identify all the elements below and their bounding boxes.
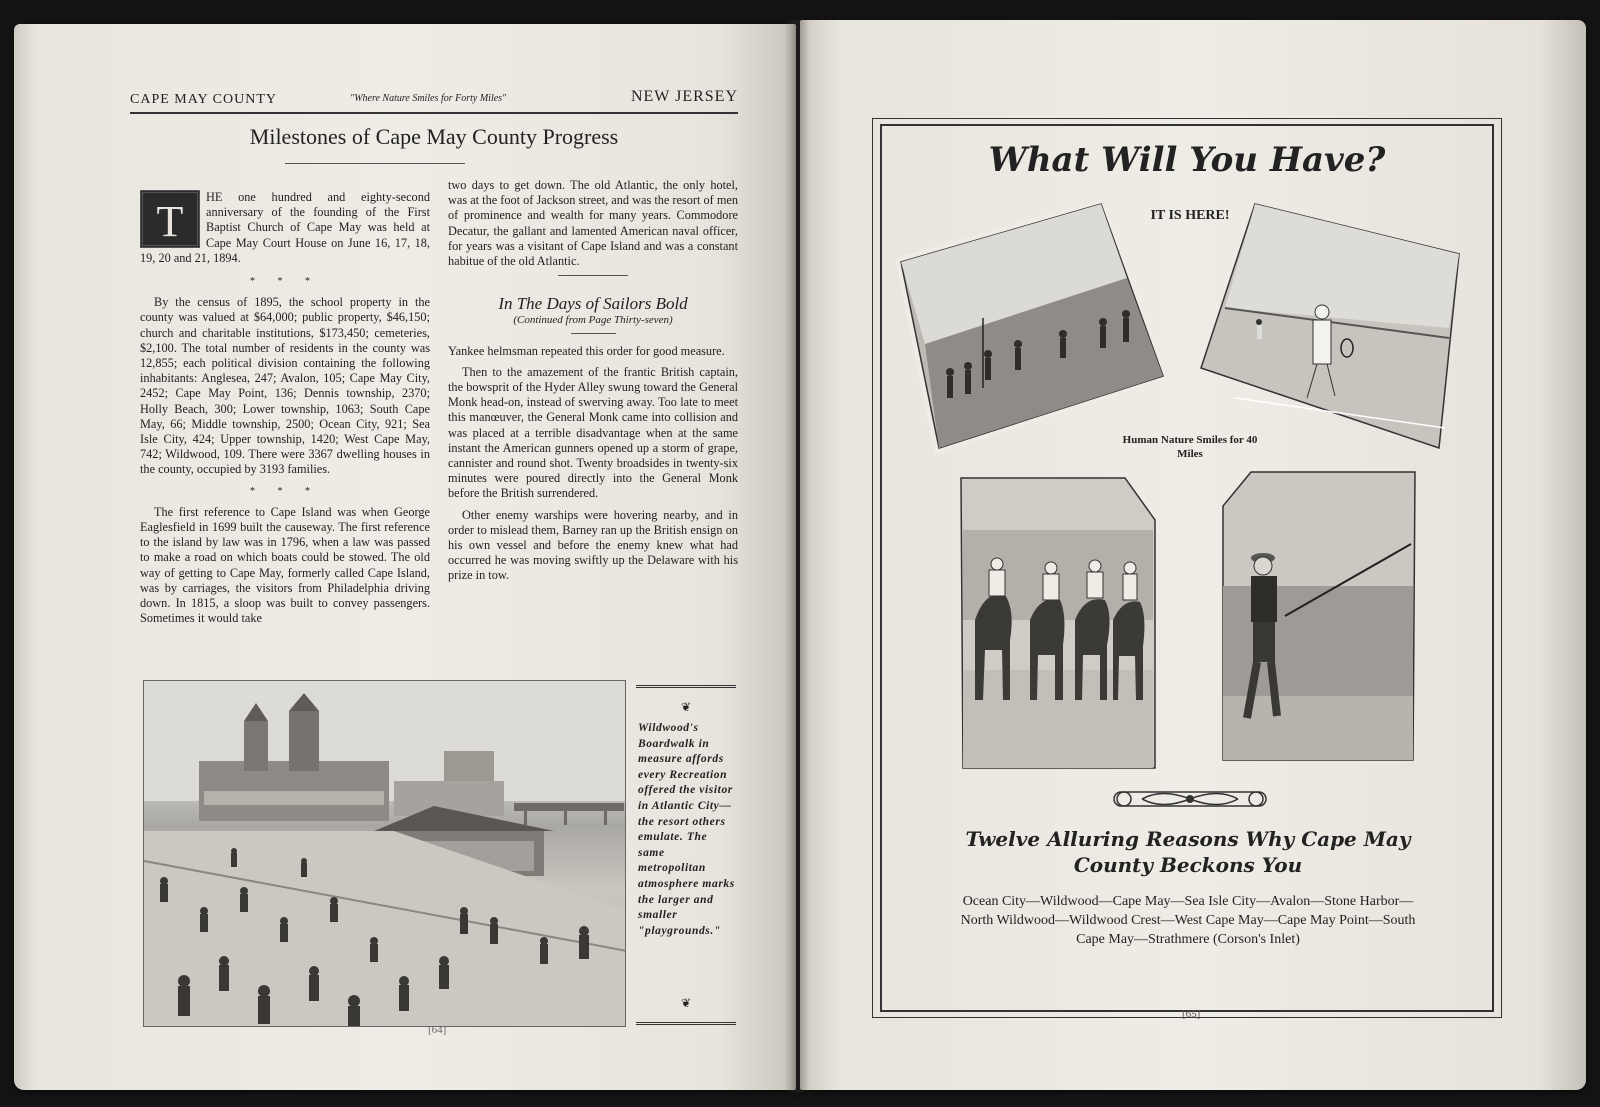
tennis-photo bbox=[1195, 198, 1465, 454]
fishing-illustration bbox=[1215, 466, 1420, 766]
photo-caption-box bbox=[636, 685, 736, 1025]
header-motto: "Where Nature Smiles for Forty Miles" bbox=[350, 93, 507, 104]
paragraph: By the census of 1895, the school property in the county was valued at $64,000; public property, $46,150; church and charitable institutions, $173,450; cemeteries, $2,100. The total number of residents in the county was 12,855; each political division containing the following inhabitants: Anglesea, 247; Avalon, 105; Cape May City, 2452; Cape May Point, 136; Dennis township, 2370; Holly Beach, 300; Lower township, 1063; South Cape May, 66; Middle township, 2500; Ocean City, 921; Sea Isle City, 424; Upper township, 1420; West Cape May, 742; Wildwood, 109. There were 3367 dwelling houses in the county, occupied by 3193 families. bbox=[140, 295, 430, 477]
dropcap-letter: T bbox=[140, 190, 200, 248]
page-number-left: [64] bbox=[428, 1024, 447, 1036]
photo-caption: Wildwood's Boardwalk in measure affords every Recreation offered the visitor in Atlantic City—the resort others emulate. The same metropolitan atmosphere marks the larger and smaller "playgrounds." bbox=[638, 722, 735, 937]
running-header bbox=[130, 70, 738, 114]
tennis-illustration bbox=[1195, 198, 1465, 454]
center-caption: Human Nature Smiles for 40 Miles bbox=[1122, 434, 1258, 460]
page-title: What Will You Have? bbox=[988, 140, 1386, 180]
caption-rule-top bbox=[636, 685, 736, 688]
horseback-illustration bbox=[955, 470, 1160, 773]
divider bbox=[571, 333, 616, 334]
header-county: CAPE MAY COUNTY bbox=[130, 92, 277, 107]
paragraph: Other enemy warships were hovering nearby, and in order to mislead them, Barney ran up the British ensign on his own vessel and before the enemy knew what had occurred he was moving swiftly up the Delaware with his prize in tow. bbox=[448, 507, 738, 583]
divider bbox=[558, 275, 628, 276]
paragraph: Yankee helmsman repeated this order for good measure. bbox=[448, 343, 725, 358]
paragraph: two days to get down. The old Atlantic, the only hotel, was at the foot of Jackson street, and was the resort of men of prominence and wealth for many years. Commodore Decatur, the gallant and lamented American naval officer, for years was a visitant of Cape Island and was a constant habitue of the old Atlantic. bbox=[448, 178, 738, 269]
caption-rule-bottom bbox=[636, 1022, 736, 1025]
ornament-icon: ❦ bbox=[680, 996, 692, 1010]
surf-fishing-photo bbox=[1215, 466, 1420, 766]
decorative-flourish-icon bbox=[1112, 786, 1268, 812]
golf-illustration bbox=[895, 198, 1170, 454]
first-paragraph bbox=[140, 190, 430, 272]
section-break: * * * bbox=[250, 276, 320, 288]
subsection-caption: (Continued from Page Thirty-seven) bbox=[513, 314, 673, 327]
book-gutter bbox=[784, 20, 810, 1092]
horseback-photo bbox=[955, 470, 1160, 773]
page-number-right: [65] bbox=[1182, 1008, 1201, 1020]
golf-photo bbox=[895, 198, 1170, 454]
subsection-title: In The Days of Sailors Bold bbox=[498, 294, 688, 314]
column-left bbox=[140, 190, 430, 632]
section-break: * * * bbox=[250, 485, 320, 497]
article-title: Milestones of Cape May County Progress bbox=[249, 124, 619, 149]
ornament-icon: ❦ bbox=[680, 700, 692, 714]
boardwalk-illustration bbox=[144, 681, 626, 1027]
title-rule bbox=[285, 163, 465, 164]
paragraph: HE one hundred and eighty-second anniversary of the founding of the First Baptist Church of Cape May was held at Cape May Court House on June 16, 17, 18, 19, 20 and 21, 1894. bbox=[140, 190, 430, 265]
reasons-heading: Twelve Alluring Reasons Why Cape May County Beckons You bbox=[965, 827, 1411, 877]
column-right bbox=[448, 178, 738, 590]
paragraph: The first reference to Cape Island was when George Eaglesfield in 1699 built the causeway. The first reference to the island by law was in 1796, when a law was passed to make a road on which boats could be stowed. The old way of getting to Cape May, formerly called Cape Island, was by carriages, the visitors from Philadelphia driving down. In 1815, a sloop was built to convey passengers. Sometimes it would take bbox=[140, 504, 430, 626]
paragraph: Then to the amazement of the frantic British captain, the bowsprit of the Hyder Alley swung toward the General Monk head-on, instead of swerving away. Too late to meet this manœuver, the General Monk came into collision and was placed at a terrible disadvantage when at the same instant the American gunners opened up a storm of grape, cannister and round shot. Twenty broadsides in twenty-six minutes were poured directly into the General Monk before the British surrendered. bbox=[448, 364, 738, 501]
page-subtitle: IT IS HERE! bbox=[1150, 208, 1230, 223]
header-state: NEW JERSEY bbox=[630, 88, 738, 105]
boardwalk-photo bbox=[143, 680, 626, 1027]
towns-list: Ocean City—Wildwood—Cape May—Sea Isle City—Avalon—Stone Harbor—North Wildwood—Wildwood Crest—West Cape May—Cape May Point—South Cape May—Strathmere (Corson's Inlet) bbox=[960, 894, 1416, 947]
